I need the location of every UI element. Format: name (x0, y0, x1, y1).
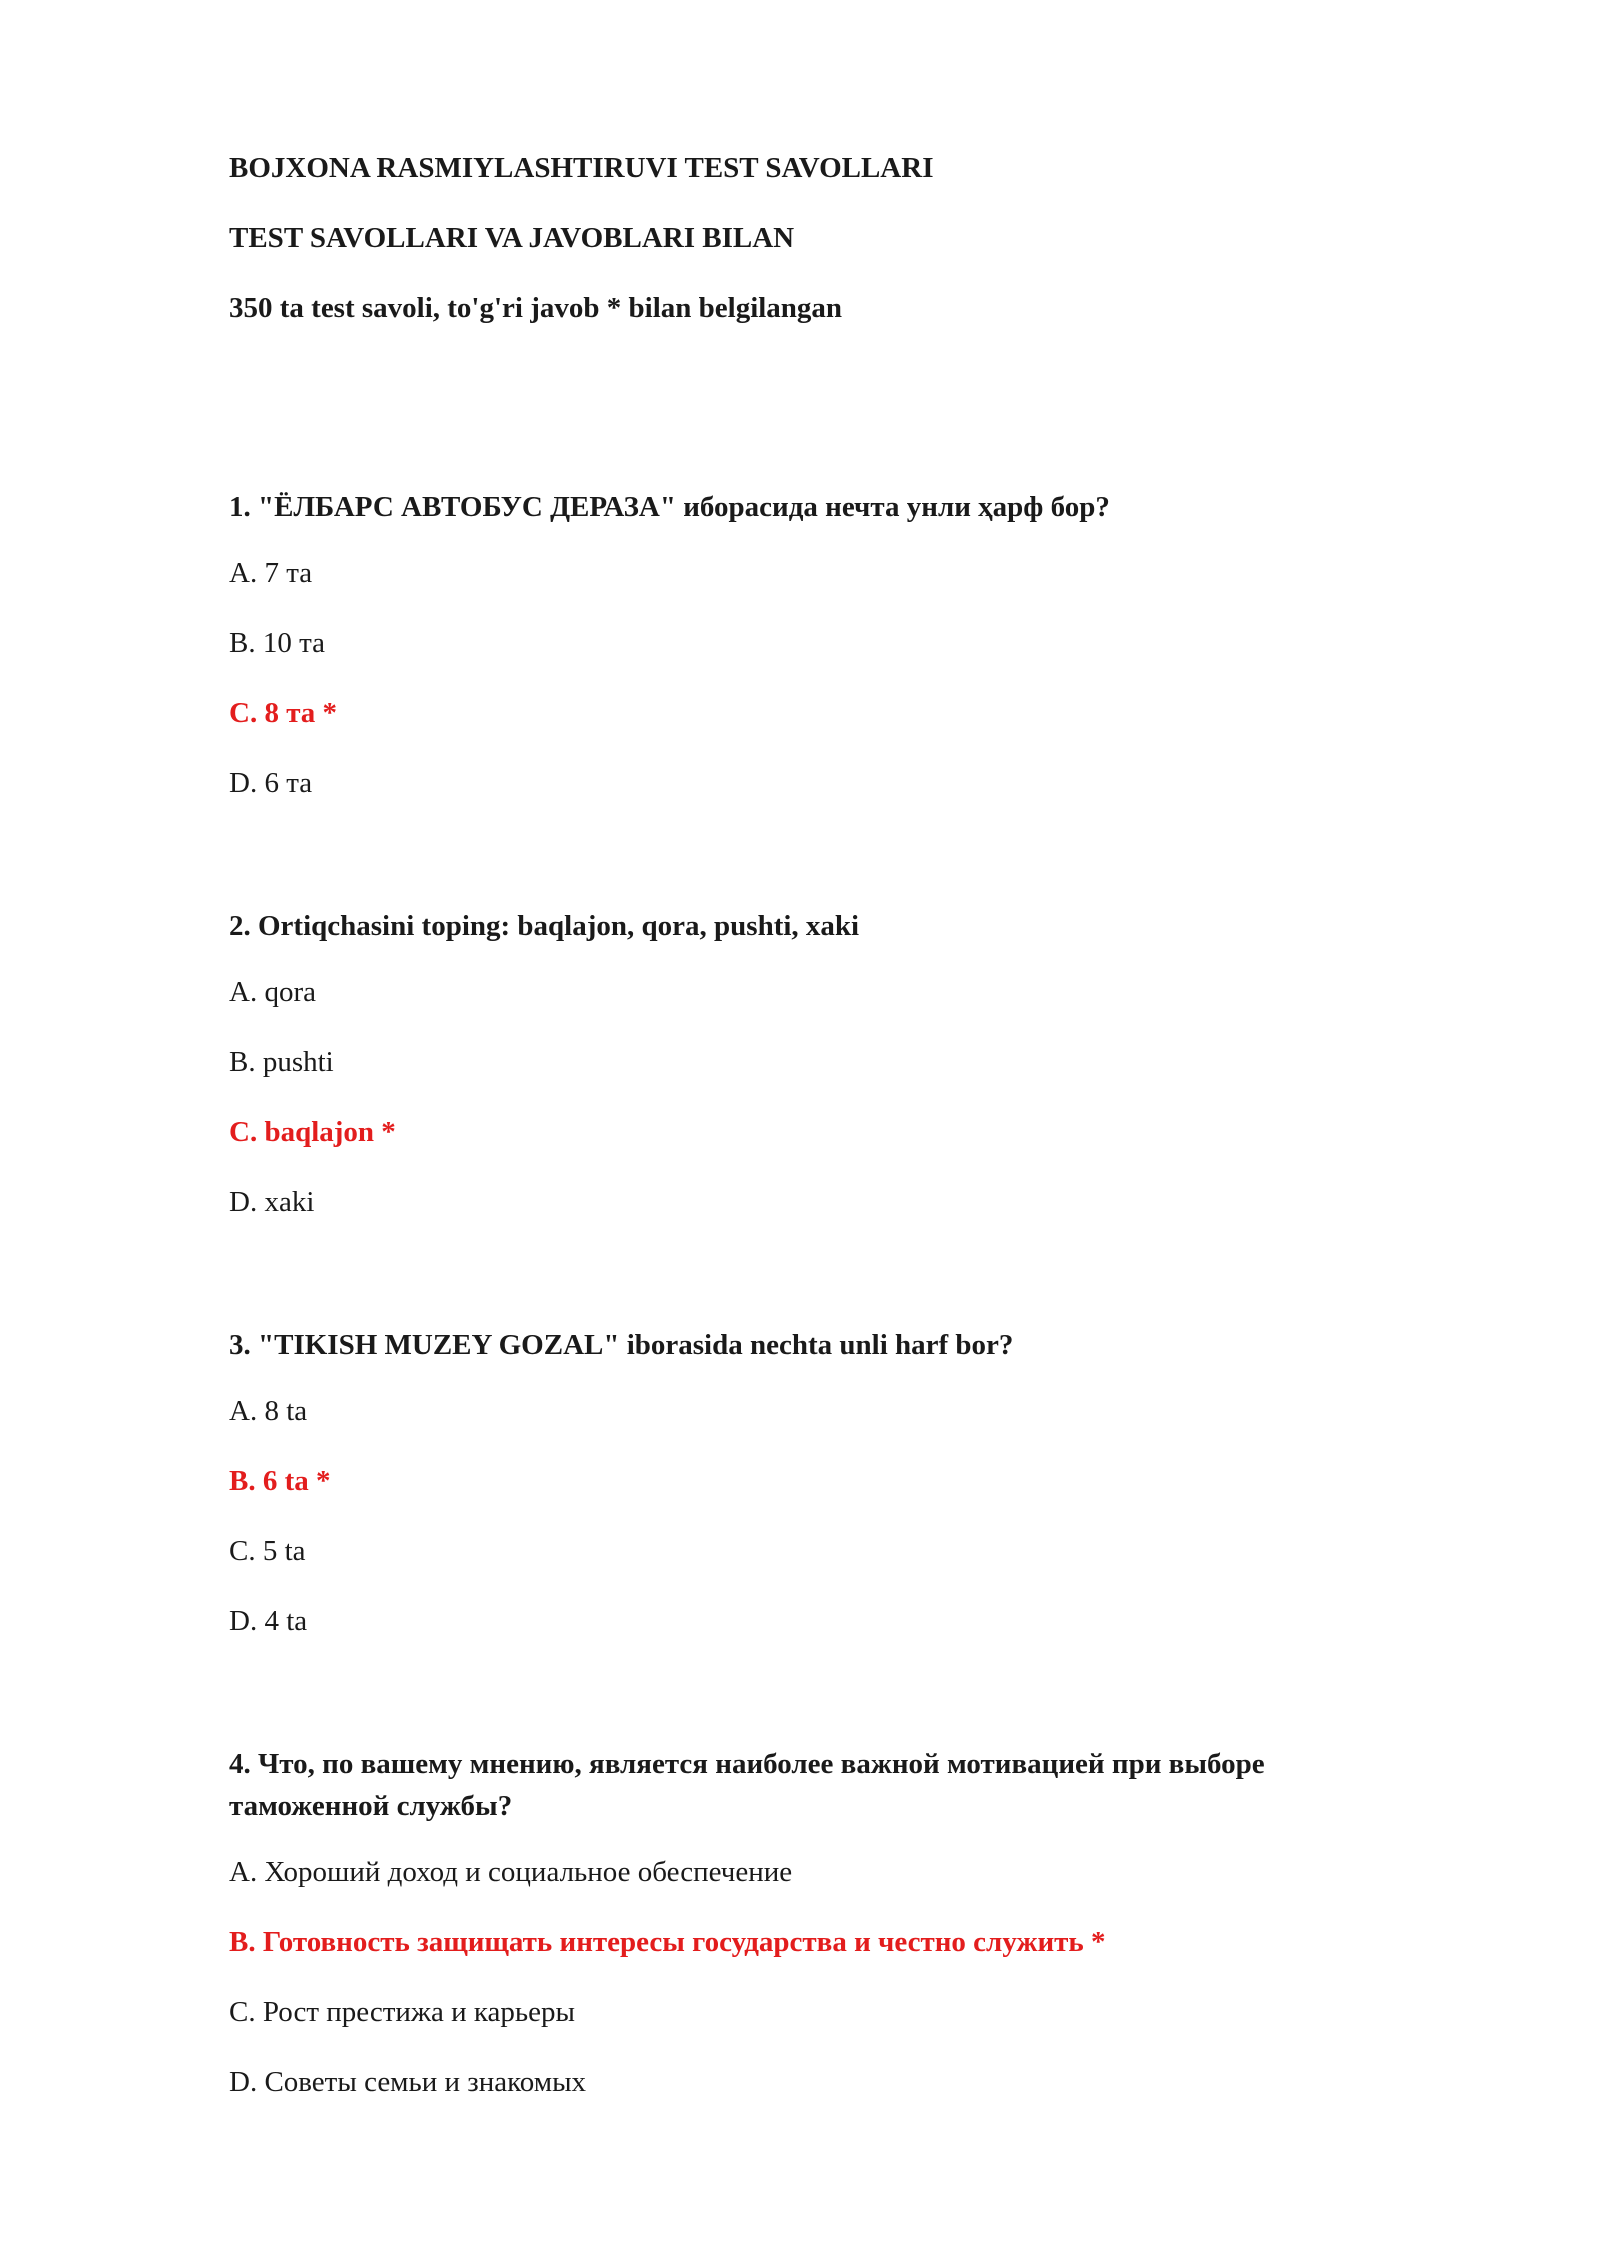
document-content (229, 150, 1409, 2134)
question-spacer (229, 835, 1409, 905)
option-d: D. 4 ta (229, 1605, 308, 1637)
question-spacer (229, 1254, 1409, 1324)
option-b: B. 10 та (229, 627, 325, 659)
option-c: C. Рост престижа и карьеры (229, 1996, 575, 2028)
option-c: C. 8 та * (229, 697, 338, 729)
option-b: B. pushti (229, 1046, 334, 1078)
document-note: 350 ta test savoli, to'g'ri javob * bilan belgilangan (229, 292, 843, 324)
document-title: BOJXONA RASMIYLASHTIRUVI TEST SAVOLLARI (229, 152, 934, 184)
question-1 (229, 486, 1409, 801)
option-b: B. 6 ta * (229, 1465, 331, 1497)
option-d: D. 6 та (229, 767, 313, 799)
option-c: C. baqlajon * (229, 1116, 396, 1148)
question-text: 3. "TIKISH MUZEY GOZAL" iborasida nechta unli harf bor? (229, 1329, 1014, 1361)
question-spacer (229, 1673, 1409, 1743)
option-c: C. 5 ta (229, 1535, 306, 1567)
question-2 (229, 905, 1409, 1220)
option-a: A. qora (229, 976, 316, 1008)
option-d: D. xaki (229, 1186, 315, 1218)
option-d: D. Советы семьи и знакомых (229, 2066, 587, 2098)
question-text: 4. Что, по вашему мнению, является наиболее важной мотивацией при выборе таможенной службы? (229, 1748, 1265, 1822)
question-3 (229, 1324, 1409, 1639)
option-b: B. Готовность защищать интересы государства и честно служить * (229, 1926, 1106, 1958)
header-spacer (229, 360, 1409, 486)
question-text: 2. Ortiqchasini toping: baqlajon, qora, pushti, xaki (229, 910, 860, 942)
option-a: A. 8 ta (229, 1395, 308, 1427)
document-subtitle: TEST SAVOLLARI VA JAVOBLARI BILAN (229, 222, 795, 254)
option-a: A. Хороший доход и социальное обеспечение (229, 1856, 793, 1888)
question-text: 1. "ЁЛБАРС АВТОБУС ДЕРАЗА" иборасида нечта унли ҳарф бор? (229, 491, 1110, 523)
question-4 (229, 1743, 1409, 2100)
option-a: A. 7 та (229, 557, 313, 589)
